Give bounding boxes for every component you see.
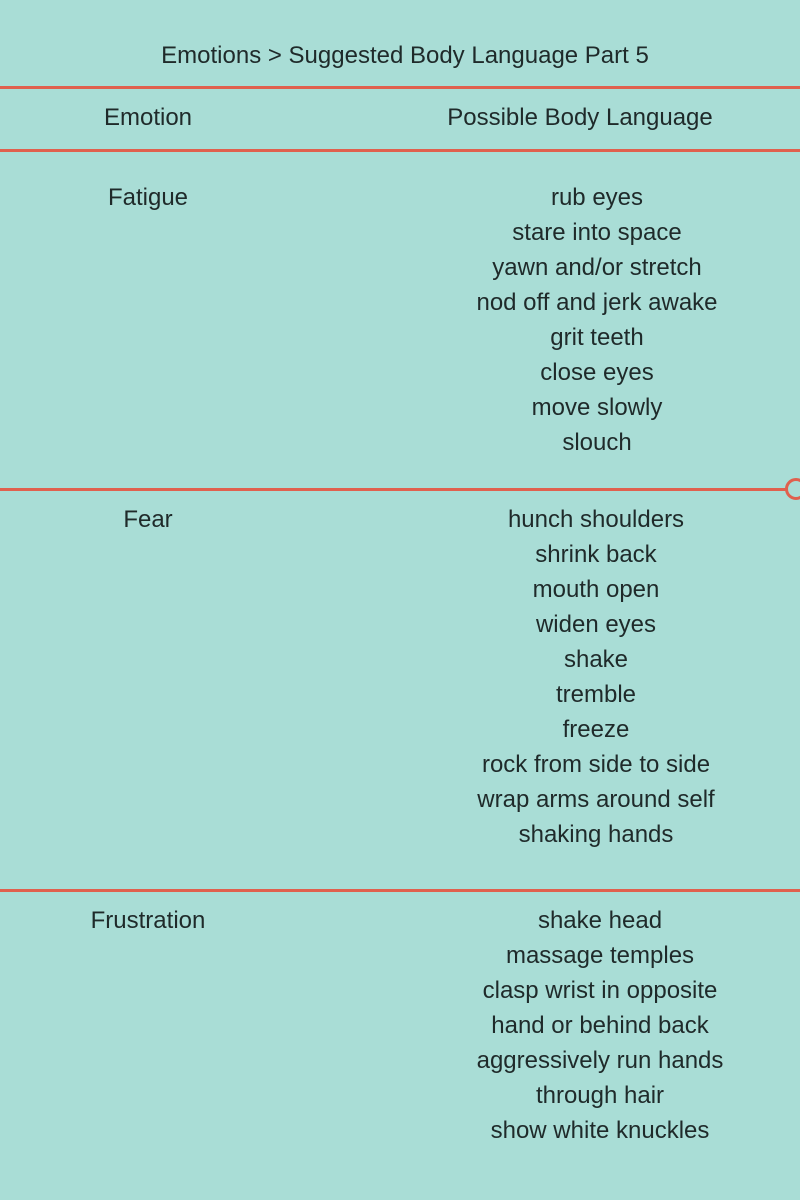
behavior-item: show white knuckles <box>490 1117 710 1144</box>
behavior-item: shaking hands <box>518 821 674 848</box>
behavior-item: shrink back <box>535 541 657 568</box>
behavior-item: yawn and/or stretch <box>492 254 702 281</box>
behavior-item: shake head <box>537 907 663 934</box>
behavior-item: wrap arms around self <box>477 786 715 813</box>
column-header-emotion: Emotion <box>103 104 193 131</box>
behavior-item: nod off and jerk awake <box>476 289 718 316</box>
behavior-item: tremble <box>555 681 637 708</box>
behavior-list <box>436 502 756 852</box>
divider-end-circle <box>785 478 800 500</box>
divider-section-2 <box>0 889 800 892</box>
emotion-label: Fear <box>123 506 173 533</box>
behavior-item: freeze <box>562 716 630 743</box>
behavior-item: move slowly <box>531 394 663 421</box>
column-header-body-language: Possible Body Language <box>447 104 713 131</box>
behavior-item: hunch shoulders <box>507 506 685 533</box>
behavior-item: aggressively run hands <box>476 1047 724 1074</box>
behavior-item: shake <box>563 646 629 673</box>
behavior-item: widen eyes <box>535 611 657 638</box>
behavior-item: clasp wrist in opposite <box>482 977 718 1004</box>
divider-top <box>0 86 800 89</box>
behavior-list <box>437 180 757 460</box>
emotion-label: Frustration <box>90 907 206 934</box>
behavior-item: massage temples <box>505 942 695 969</box>
behavior-item: mouth open <box>532 576 660 603</box>
behavior-item: through hair <box>535 1082 665 1109</box>
emotion-label: Fatigue <box>107 184 189 211</box>
behavior-list <box>440 903 760 1148</box>
behavior-item: close eyes <box>540 359 654 386</box>
behavior-item: grit teeth <box>550 324 644 351</box>
behavior-item: slouch <box>562 429 632 456</box>
page-title: Emotions > Suggested Body Language Part 5 <box>161 42 649 69</box>
divider-header <box>0 149 800 152</box>
behavior-item: stare into space <box>512 219 682 246</box>
behavior-item: hand or behind back <box>491 1012 709 1039</box>
behavior-item: rub eyes <box>550 184 644 211</box>
behavior-item: rock from side to side <box>481 751 711 778</box>
divider-section-1 <box>0 488 786 491</box>
